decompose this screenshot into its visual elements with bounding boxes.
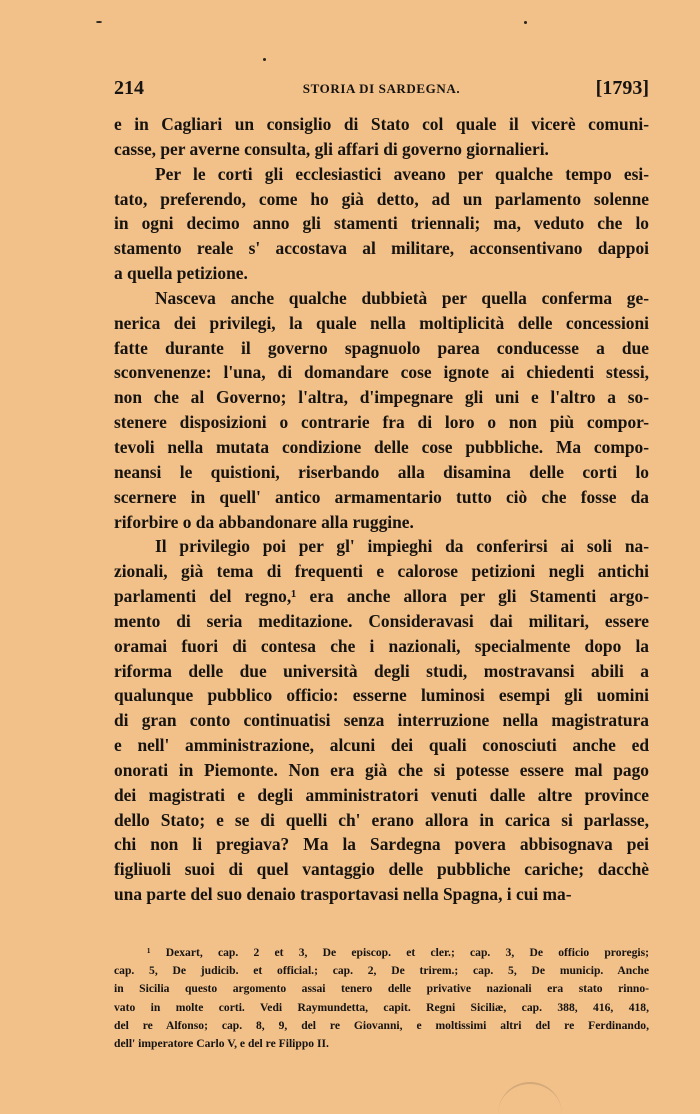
text-line: Il privilegio poi per gl' impieghi da conferirsi ai soli na- bbox=[155, 536, 649, 557]
text-line: e in Cagliari un consiglio di Stato col quale il vicerè comuni- bbox=[114, 114, 649, 134]
text-line: onorati in Piemonte. Non era già che si potesse essere mal pago bbox=[114, 759, 649, 780]
margin-speck bbox=[263, 58, 266, 61]
text-line: di gran conto continuatisi senza interruzione nella magistratura bbox=[114, 710, 649, 731]
text-line: fatte durante il governo spagnuolo parea conducesse a due bbox=[114, 337, 649, 358]
text-line: dello Stato; e se di quelli ch' erano allora in carica si parlasse, bbox=[114, 809, 649, 830]
text-line: chi non li pregiava? Ma la Sardegna povera abbisognava pei bbox=[114, 834, 649, 855]
footnote-line: dell' imperatore Carlo V, e del re Filippo II. bbox=[114, 1037, 329, 1051]
text-line: dei magistrati e degli amministratori venuti dalle altre province bbox=[114, 784, 649, 805]
year-marker: [1793] bbox=[595, 77, 649, 99]
page-number: 214 bbox=[114, 77, 144, 99]
text-line: tato, preferendo, come ho già detto, ad un parlamento solenne bbox=[114, 188, 649, 209]
text-line: riforma delle due università degli studi, mostravansi abili a bbox=[114, 660, 649, 681]
margin-speck bbox=[524, 21, 527, 24]
text-line: una parte del suo denaio trasportavasi nella Spagna, i cui ma- bbox=[114, 884, 572, 905]
footnote-line: vato in molte corti. Vedi Raymundetta, capit. Regni Siciliæ, cap. 388, 416, 418, bbox=[114, 1000, 649, 1014]
body-text bbox=[114, 112, 649, 907]
footnote-line: in Sicilia questo argomento assai tenero delle privative nazionali era stato rinno- bbox=[114, 982, 649, 996]
margin-speck bbox=[96, 21, 102, 23]
text-line: qualunque pubblico officio: esserne luminosi esempi gli uomini bbox=[114, 685, 649, 706]
text-line: tevoli nella mutata condizione delle cose pubbliche. Ma compo- bbox=[114, 436, 649, 457]
footnotes bbox=[114, 944, 649, 1053]
text-line: oramai fuori di contesa che i nazionali, specialmente dopo la bbox=[114, 635, 649, 656]
text-line: Per le corti gli ecclesiastici aveano per qualche tempo esi- bbox=[155, 163, 649, 184]
footnote-line: cap. 5, De judicib. et official.; cap. 2, De trirem.; cap. 5, De municip. Anche bbox=[114, 964, 649, 978]
text-line: casse, per averne consulta, gli affari di governo giornalieri. bbox=[114, 138, 549, 159]
running-title: STORIA DI SARDEGNA. bbox=[302, 81, 461, 96]
text-line: scernere in quell' antico armamentario tutto ciò che fosse da bbox=[114, 486, 649, 507]
text-line: stenere disposizioni o contrarie fra di loro o non più compor- bbox=[114, 412, 649, 433]
text-line: figliuoli suoi di quel vantaggio delle pubbliche cariche; dacchè bbox=[114, 859, 649, 880]
text-line: Nasceva anche qualche dubbietà per quella conferma ge- bbox=[155, 287, 649, 308]
text-line: stamento reale s' accostava al militare, acconsentivano dappoi bbox=[114, 238, 649, 259]
text-line: mento di seria meditazione. Consideravasi dai militari, essere bbox=[114, 610, 649, 631]
text-line: a quella petizione. bbox=[114, 263, 248, 284]
text-line: in ogni decimo anno gli stamenti triennali; ma, veduto che lo bbox=[114, 213, 649, 234]
text-line: sconvenenze: l'una, di domandare cose ignote ai chiedenti stessi, bbox=[114, 362, 649, 383]
running-header bbox=[114, 76, 649, 100]
text-line: zionali, già tema di frequenti e calorose petizioni negli antichi bbox=[114, 561, 649, 582]
text-line: nerica dei privilegi, la quale nella moltiplicità delle concessioni bbox=[114, 312, 649, 333]
text-line: non che al Governo; l'altra, d'impegnare gli uni e l'altro a so- bbox=[114, 387, 649, 408]
footnote-line: del re Alfonso; cap. 8, 9, del re Giovanni, e moltissimi altri del re Ferdinando, bbox=[114, 1018, 649, 1032]
text-line: parlamenti del regno,¹ era anche allora per gli Stamenti argo- bbox=[114, 586, 649, 607]
text-line: neansi le quistioni, riserbando alla disamina delle corti lo bbox=[114, 461, 649, 482]
text-line: riforbire o da abbandonare alla ruggine. bbox=[114, 511, 414, 532]
watermark-mark bbox=[498, 1082, 562, 1114]
text-line: e nell' amministrazione, alcuni dei quali conosciuti anche ed bbox=[114, 735, 649, 756]
footnote-line: ¹ Dexart, cap. 2 et 3, De episcop. et cler.; cap. 3, De officio proregis; bbox=[147, 946, 649, 959]
